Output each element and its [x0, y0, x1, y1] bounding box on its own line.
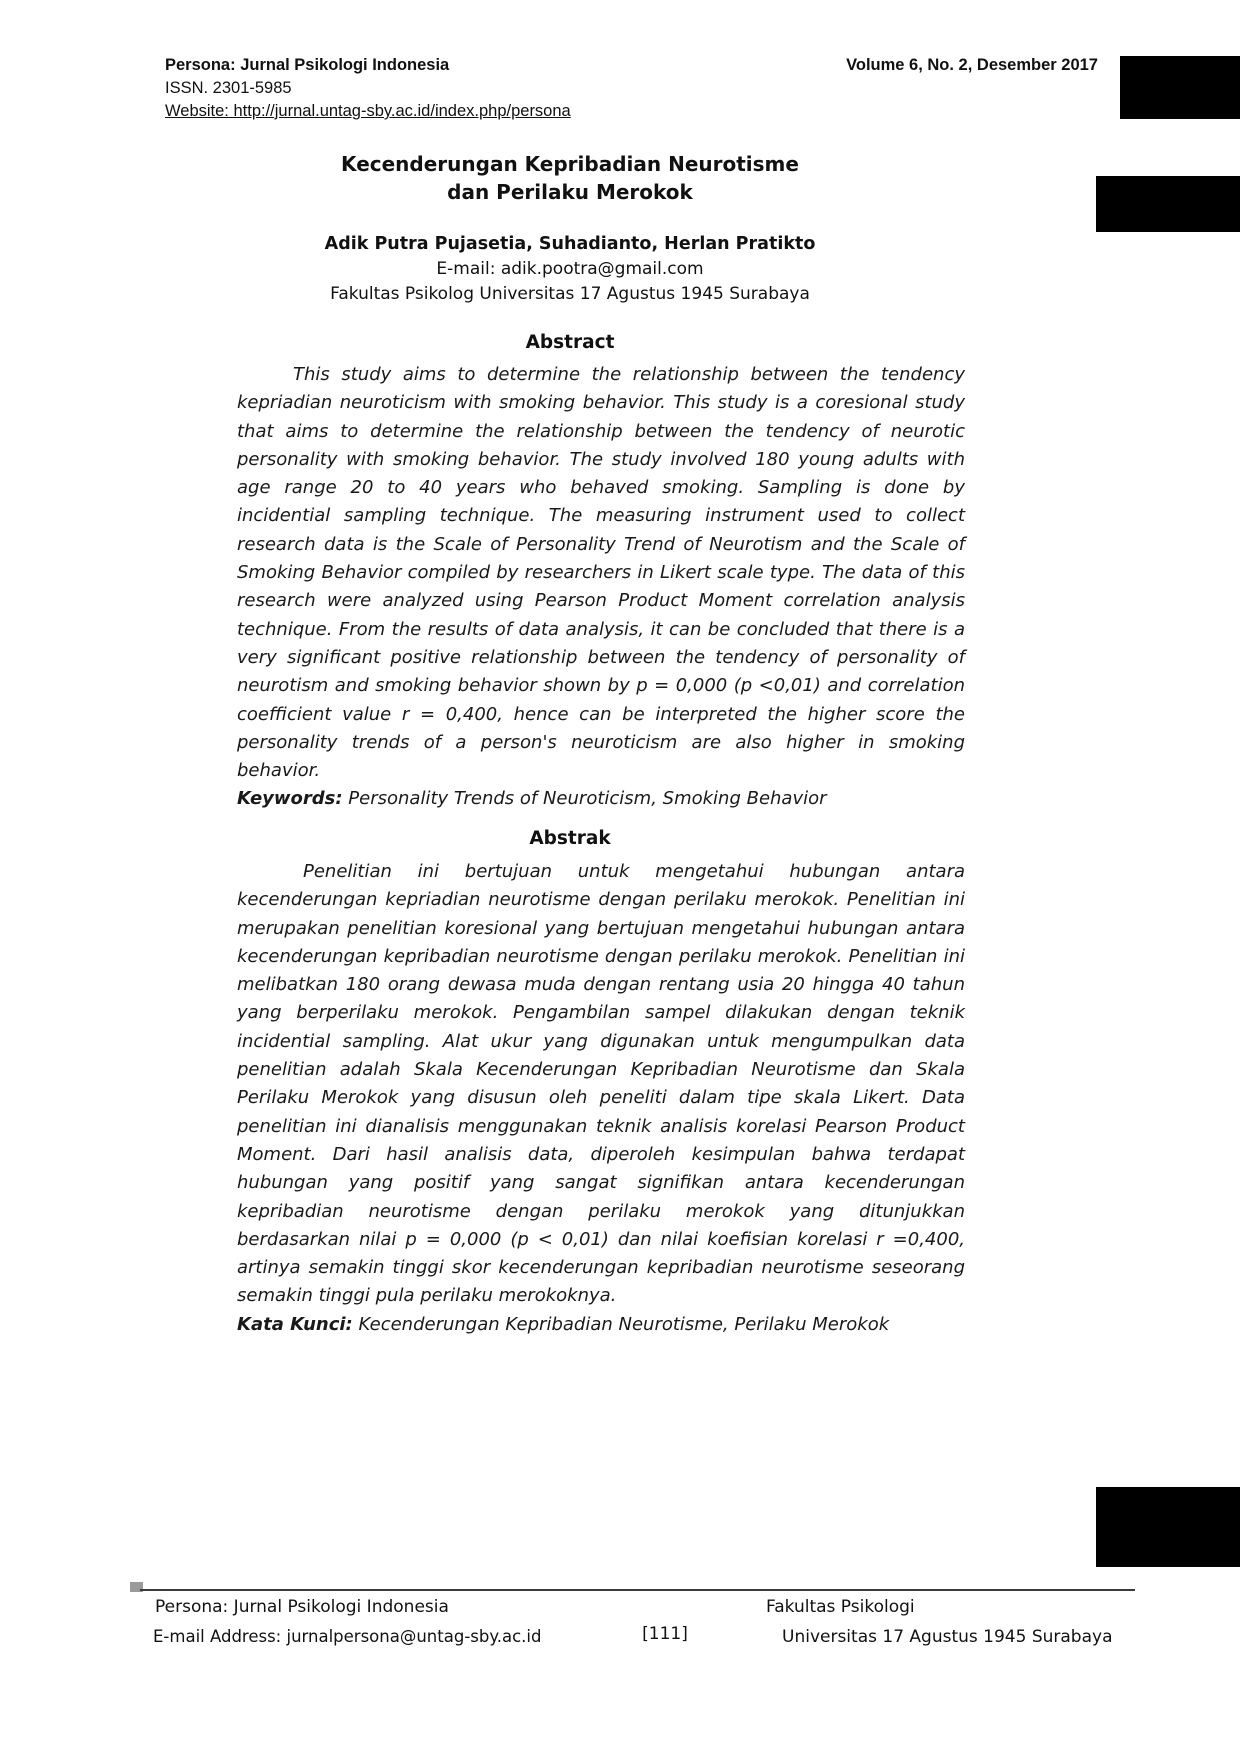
- header-website-link[interactable]: Website: http://jurnal.untag-sby.ac.id/index.php/persona: [165, 102, 571, 120]
- kata-kunci-label: Kata Kunci:: [237, 1313, 353, 1335]
- abstract-en-block: [237, 361, 965, 814]
- redaction-box-upper-right: [1096, 176, 1240, 232]
- article-email: E-mail: adik.pootra@gmail.com: [436, 259, 704, 279]
- footer-divider: [140, 1589, 1135, 1591]
- article-authors: Adik Putra Pujasetia, Suhadianto, Herlan Pratikto: [324, 234, 816, 254]
- abstract-id-block: [237, 858, 965, 1339]
- footer-journal-name: Persona: Jurnal Psikologi Indonesia: [155, 1597, 449, 1617]
- article-title: [175, 150, 965, 206]
- abstract-id-keywords: [237, 1311, 965, 1339]
- kata-kunci-value: Kecenderungan Kepribadian Neurotisme, Perilaku Merokok: [352, 1313, 890, 1335]
- header-left: [165, 54, 571, 123]
- footer-page-number: [111]: [642, 1624, 688, 1644]
- article-title-line2: dan Perilaku Merokok: [447, 180, 693, 204]
- abstract-en-text: This study aims to determine the relationship between the tendency kepriadian neuroticism with smoking behavior. This study is a coresional study that aims to determine the relationship between the tendency of neurotic personality with smoking behavior. The study involved 180 young adults with age range 20 to 40 years who behaved smoking. Sampling is done by incidential sampling technique. The measuring instrument used to collect research data is the Scale of Personality Trend of Neurotism and the Scale of Smoking Behavior compiled by researchers in Likert scale type. The data of this research were analyzed using Pearson Product Moment correlation analysis technique. From the results of data analysis, it can be concluded that there is a very significant positive relationship between the tendency of personality of neurotism and smoking behavior shown by p = 0,000 (p <0,01) and correlation coefficient value r = 0,400, hence can be interpreted the higher score the personality trends of a person's neuroticism are also higher in smoking behavior.: [237, 364, 965, 782]
- redaction-box-lower-right: [1096, 1487, 1240, 1567]
- article-affiliation: Fakultas Psikolog Universitas 17 Agustus 1945 Surabaya: [330, 284, 810, 304]
- footer-university: Universitas 17 Agustus 1945 Surabaya: [782, 1627, 1113, 1647]
- footer-faculty: Fakultas Psikologi: [766, 1597, 915, 1617]
- redaction-box-top: [1120, 56, 1240, 119]
- abstract-heading: Abstract: [525, 332, 615, 353]
- keywords-label: Keywords:: [237, 788, 343, 810]
- header-issn: ISSN. 2301-5985: [165, 79, 292, 97]
- header-volume: Volume 6, No. 2, Desember 2017: [846, 56, 1098, 74]
- abstrak-heading: Abstrak: [529, 828, 611, 849]
- abstract-en-keywords: [237, 785, 965, 813]
- footer-email: E-mail Address: jurnalpersona@untag-sby.ac.id: [153, 1627, 542, 1646]
- header-journal-name: Persona: Jurnal Psikologi Indonesia: [165, 56, 450, 74]
- author-block: [175, 232, 965, 307]
- article-title-line1: Kecenderungan Kepribadian Neurotisme: [341, 152, 799, 176]
- keywords-value: Personality Trends of Neuroticism, Smoking Behavior: [342, 788, 827, 810]
- abstract-id-text: Penelitian ini bertujuan untuk mengetahui hubungan antara kecenderungan kepriadian neurotisme dengan perilaku merokok. Penelitian ini merupakan penelitian koresional yang bertujuan mengetahui hubungan antara kecenderungan kepribadian neurotisme dengan perilaku merokok. Penelitian ini melibatkan 180 orang dewasa muda dengan rentang usia 20 hingga 40 tahun yang berperilaku merokok. Pengambilan sampel dilakukan dengan teknik incidential sampling. Alat ukur yang digunakan untuk mengumpulkan data penelitian adalah Skala Kecenderungan Kepribadian Neurotisme dan Skala Perilaku Merokok yang disusun oleh peneliti dalam tipe skala Likert. Data penelitian ini dianalisis menggunakan teknik analisis korelasi Pearson Product Moment. Dari hasil analisis data, diperoleh kesimpulan bahwa terdapat hubungan yang positif yang sangat signifikan antara kecenderungan kepribadian neurotisme dengan perilaku merokok yang ditunjukkan berdasarkan nilai p = 0,000 (p < 0,01) dan nilai koefisian korelasi r =0,400, artinya semakin tinggi skor kecenderungan kepribadian neurotisme seseorang semakin tinggi pula perilaku merokoknya.: [237, 861, 965, 1307]
